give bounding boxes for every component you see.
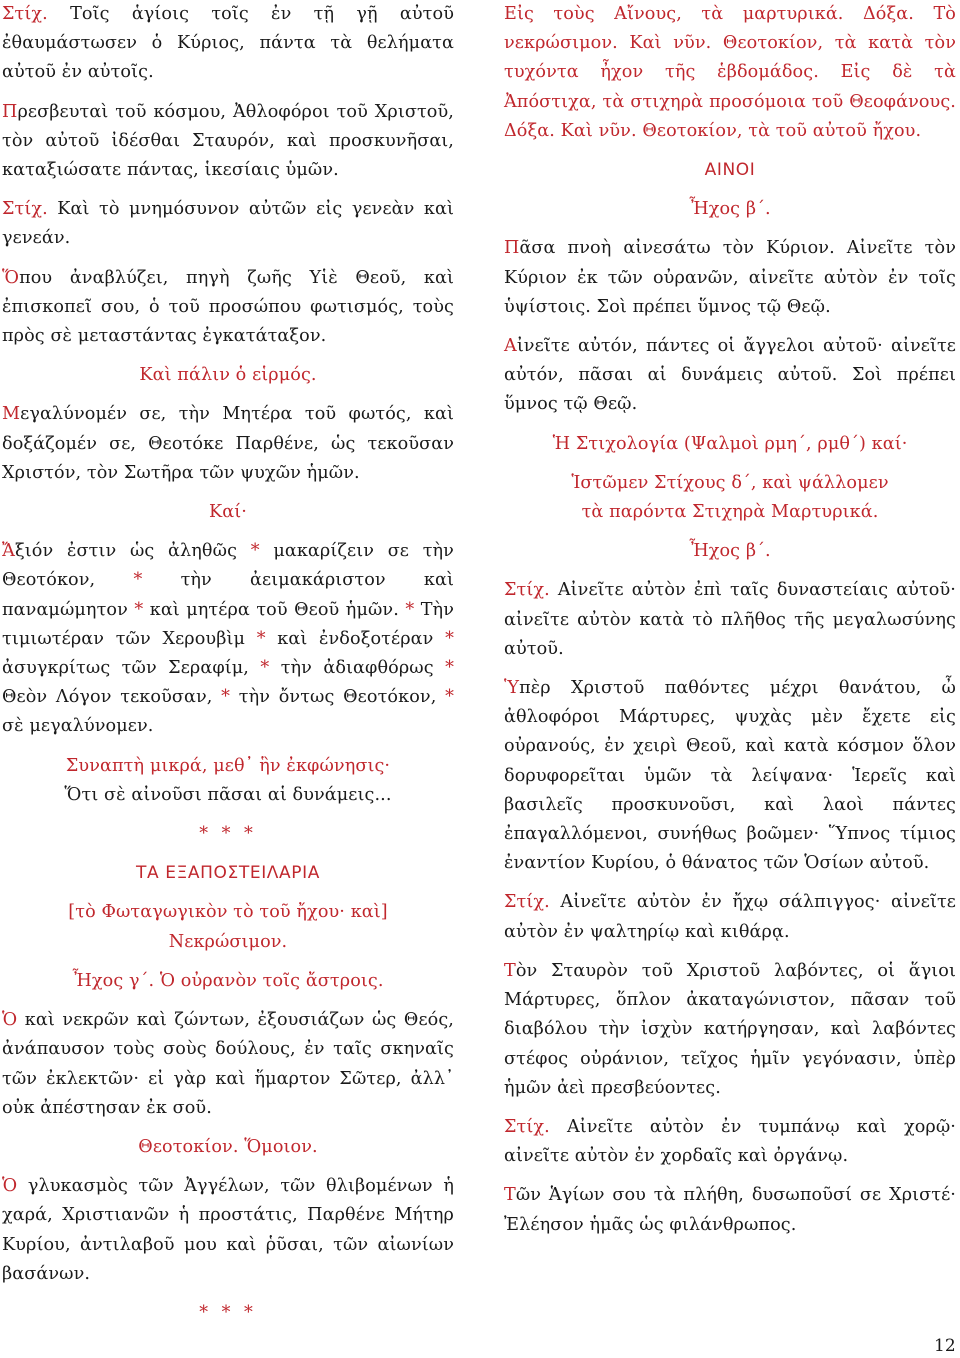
drop-initial: Α: [504, 336, 517, 357]
drop-initial: Ὅ: [2, 267, 20, 288]
verse-label: Στίχ.: [504, 1116, 550, 1137]
drop-initial: Ὁ: [2, 1176, 18, 1197]
verse-text: Τοῖς ἁγίοις τοῖς ἐν τῇ γῇ αὐτοῦ ἐθαυμάστωσεν ὁ Κύριος, πάντα τὰ θελήματα αὐτοῦ ἐν αὐτοῖς.: [2, 4, 454, 83]
hymn-text: ὸν Σταυρὸν τοῦ Χριστοῦ λαβόντες, οἱ ἅγιοι Μάρτυρες, ὅπλον ἀκαταγώνιστον, πᾶσαν τοῦ διαβόλου τὴν ἰσχὺν κατήργησαν, καὶ λαβόντες στέφος οὐράνιον, τεῖχος ἡμῖν γεγόνασιν, ὑπὲρ ἡμῶν ἀεὶ πρεσβεύοντες.: [504, 960, 956, 1098]
drop-initial: Ἄ: [2, 541, 16, 562]
verse-label: Στίχ.: [2, 199, 48, 220]
verse-label: Στίχ.: [504, 580, 550, 601]
tone-label: Ἦχος γ΄. Ὁ οὐρανὸν τοῖς ἄστροις.: [72, 970, 384, 991]
verse-text: Καὶ τὸ μνημόσυνον αὐτῶν εἰς γενεὰν καὶ γενεάν.: [2, 199, 454, 249]
hymn-text: Τὴν τιμιωτέραν τῶν Χερουβὶμ: [2, 599, 454, 649]
section-heading: ΑΙΝΟΙ: [704, 160, 756, 181]
rubric: Καὶ πάλιν ὁ εἱρμός.: [139, 365, 317, 386]
rubric: Συναπτὴ μικρά, μεθ᾽ ἣν ἐκφώνησις·: [65, 755, 391, 776]
hymn-text: ρεσβευταὶ τοῦ κόσμου, Ἀθλοφόροι τοῦ Χριστοῦ, τὸν αὐτοῦ ἰδέσθαι Σταυρόν, καὶ προσκυνῆσαι, καταξιώσατε πάντας, ἱκεσίαις ὑμῶν.: [2, 101, 454, 181]
hymn-paragraph: [2, 400, 454, 488]
hymn-paragraph: [504, 332, 956, 420]
rubric: Ἱστῶμεν Στίχους δ΄, καὶ ψάλλομεν: [571, 472, 889, 493]
drop-initial: Τ: [504, 1185, 516, 1206]
hymn-text: ῶν Ἁγίων σου τὰ πλήθη, δυσωποῦσί σε Χριστέ· Ἐλέησον ἡμᾶς ὡς φιλάνθρωπος.: [504, 1185, 956, 1235]
hymn-text: καὶ νεκρῶν καὶ ζώντων, ἐξουσιάζων ὡς Θεός, ἀνάπαυσον τοὺς σοὺς δούλους, ἐν ταῖς σκηναῖς τῶν ἐκλεκτῶν· εἰ γὰρ καὶ ἥμαρτον Σῶτερ, ἀλλ᾽ οὐκ ἀπέστησαν ἐκ σοῦ.: [2, 1010, 454, 1118]
drop-initial: Ὁ: [2, 1010, 18, 1031]
ekphonesis: Ὅτι σὲ αἰνοῦσι πᾶσαι αἱ δυνάμεις...: [64, 784, 392, 805]
hymn-text: σὲ μεγαλύνομεν.: [2, 716, 154, 737]
hymn-paragraph: [504, 1181, 956, 1239]
hymn-text: εγαλύνομέν σε, τὴν Μητέρα τοῦ φωτός, καὶ δοξάζομέν σε, Θεοτόκε Παρθένε, ὡς τεκοῦσαν Χριστόν, τὸν Σωτῆρα τῶν ψυχῶν ἡμῶν.: [2, 404, 454, 483]
verse-line: [504, 576, 956, 664]
verse-text: Αἰνεῖτε αὐτὸν ἐπὶ ταῖς δυναστείαις αὐτοῦ· αἰνεῖτε αὐτὸν κατὰ τὸ πλῆθος τῆς μεγαλωσύνης αὐτοῦ.: [504, 580, 956, 659]
verse-line: [2, 0, 454, 88]
star-mark: *: [445, 687, 454, 708]
hymn-text: μακαρίζειν σε τὴν Θεοτόκον,: [2, 541, 454, 591]
star-mark: *: [405, 599, 415, 620]
hymn-text: ᾶσα πνοὴ αἰνεσάτω τὸν Κύριον. Αἰνεῖτε τὸν Κύριον ἐκ τῶν οὐρανῶν, αἰνεῖτε αὐτὸν ἐν τοῖς ὑψίστοις. Σοὶ πρέπει ὕμνος τῷ Θεῷ.: [504, 238, 956, 317]
left-column: [2, 0, 454, 1338]
verse-text: Αἰνεῖτε αὐτὸν ἐν τυμπάνῳ καὶ χορῷ· αἰνεῖτε αὐτὸν ἐν χορδαῖς καὶ ὀργάνῳ.: [504, 1116, 956, 1167]
drop-initial: Π: [504, 238, 520, 259]
drop-initial: Ὑ: [504, 678, 520, 699]
hymn-text: ἀσυγκρίτως τῶν Σεραφίμ,: [2, 658, 261, 679]
rubric: Καί·: [209, 502, 247, 523]
star-mark: *: [250, 541, 260, 562]
hymn-paragraph: [2, 264, 454, 352]
rubric: Θεοτοκίον. Ὅμοιον.: [138, 1136, 318, 1157]
hymn-text: καὶ μητέρα τοῦ Θεοῦ ἡμῶν.: [143, 599, 406, 620]
rubric: τὰ παρόντα Στιχηρὰ Μαρτυρικά.: [581, 502, 879, 523]
subheading: [τὸ Φωταγωγικὸν τὸ τοῦ ἤχου· καὶ]: [68, 902, 388, 923]
hymn-paragraph: [504, 957, 956, 1103]
verse-line: [504, 888, 956, 946]
hymn-text: πὲρ Χριστοῦ παθόντες μέχρι θανάτου, ὦ ἀθλοφόροι Μάρτυρες, ψυχὰς μὲν ἔχετε εἰς οὐρανούς, ἐν χειρὶ Θεοῦ, καὶ κατὰ κόσμον ὅλον δορυφορεῖται ὑμῶν τὰ λείψανα· Ἱερεῖς καὶ βασιλεῖς προσκυνοῦσι, καὶ λαοὶ πάντες ἐπαγαλλόμενοι, συνήθως βοῶμεν· Ὕπνος τίμιος ἐναντίον Κυρίου, ὁ θάνατος τῶν Ὁσίων αὐτοῦ.: [504, 678, 956, 874]
star-mark: *: [445, 628, 454, 649]
verse-line: [2, 195, 454, 253]
drop-initial: Τ: [504, 960, 516, 981]
section-separator: * * *: [199, 1302, 257, 1323]
verse-label: Στίχ.: [504, 892, 550, 913]
drop-initial: Μ: [2, 404, 21, 425]
tone-label: Ἦχος β΄.: [689, 541, 771, 562]
star-mark: *: [260, 658, 270, 679]
section-separator: * * *: [199, 824, 257, 845]
hymn-text: που ἀναβλύζει, πηγὴ ζωῆς Υἱὲ Θεοῦ, καὶ ἐπισκοπεῖ σου, ὁ τοῦ προσώπου φωτισμός, τοὺς πρὸς σὲ μεταστάντας ἐγκατάταξον.: [2, 267, 454, 347]
hymn-text: Θεὸν Λόγον τεκοῦσαν,: [2, 687, 222, 708]
star-mark: *: [221, 687, 231, 708]
drop-initial: Π: [2, 101, 18, 122]
hymn-text: ξιόν ἐστιν ὡς ἀληθῶς: [15, 541, 251, 562]
star-mark: *: [133, 570, 143, 591]
axion-estin: [2, 537, 454, 741]
hymn-paragraph: [2, 98, 454, 186]
hymn-paragraph: [2, 1172, 454, 1289]
rubric-paragraph: Εἰς τοὺς Αἴνους, τὰ μαρτυρικά. Δόξα. Τὸ νεκρώσιμον. Καὶ νῦν. Θεοτοκίον, τὰ κατὰ τὸν τυχόντα ἦχον τῆς ἑβδομάδος. Εἰς δὲ τὰ Ἀπόστιχα, τὰ στιχηρὰ προσόμοια τοῦ Θεοφάνους. Δόξα. Καὶ νῦν. Θεοτοκίον, τὰ τοῦ αὐτοῦ ἤχου.: [504, 4, 956, 141]
star-mark: *: [134, 599, 144, 620]
rubric: Ἡ Στιχολογία (Ψαλμοὶ ρμη΄, ρμθ΄) καί·: [552, 433, 908, 454]
hymn-paragraph: [504, 234, 956, 322]
section-heading: ΤΑ ΕΞΑΠΟΣΤΕΙΛΑΡΙΑ: [136, 863, 320, 884]
hymn-text: καὶ ἐνδοξοτέραν: [265, 628, 446, 649]
hymn-paragraph: [504, 674, 956, 878]
tone-label: Ἦχος β΄.: [689, 199, 771, 220]
hymn-paragraph: [2, 1006, 454, 1123]
star-mark: *: [445, 658, 454, 679]
verse-text: Αἰνεῖτε αὐτὸν ἐν ἤχῳ σάλπιγγος· αἰνεῖτε αὐτὸν ἐν ψαλτηρίῳ καὶ κιθάρᾳ.: [504, 892, 956, 942]
right-column: [504, 0, 956, 1250]
verse-label: Στίχ.: [2, 4, 48, 24]
star-mark: *: [256, 628, 266, 649]
page-number: 12: [934, 1336, 956, 1356]
hymn-text: τὴν ὄντως Θεοτόκον,: [230, 687, 446, 708]
hymn-text: τὴν ἀδιαφθόρως: [269, 658, 446, 679]
hymn-text: τὴν ἀειμακάριστον καὶ παναμώμητον: [2, 570, 454, 620]
verse-line: [504, 1113, 956, 1171]
subheading: Νεκρώσιμον.: [168, 931, 288, 952]
hymn-text: ἰνεῖτε αὐτόν, πάντες οἱ ἄγγελοι αὐτοῦ· αἰνεῖτε αὐτόν, πᾶσαι αἱ δυνάμεις αὐτοῦ. Σοὶ πρέπει ὕμνος τῷ Θεῷ.: [504, 336, 956, 415]
hymn-text: γλυκασμὸς τῶν Ἀγγέλων, τῶν θλιβομένων ἡ χαρά, Χριστιανῶν ἡ προστάτις, Παρθένε Μήτηρ Κυρίου, ἀντιλαβοῦ μου καὶ ῥῦσαι, τῶν αἰωνίων βασάνων.: [2, 1176, 454, 1284]
